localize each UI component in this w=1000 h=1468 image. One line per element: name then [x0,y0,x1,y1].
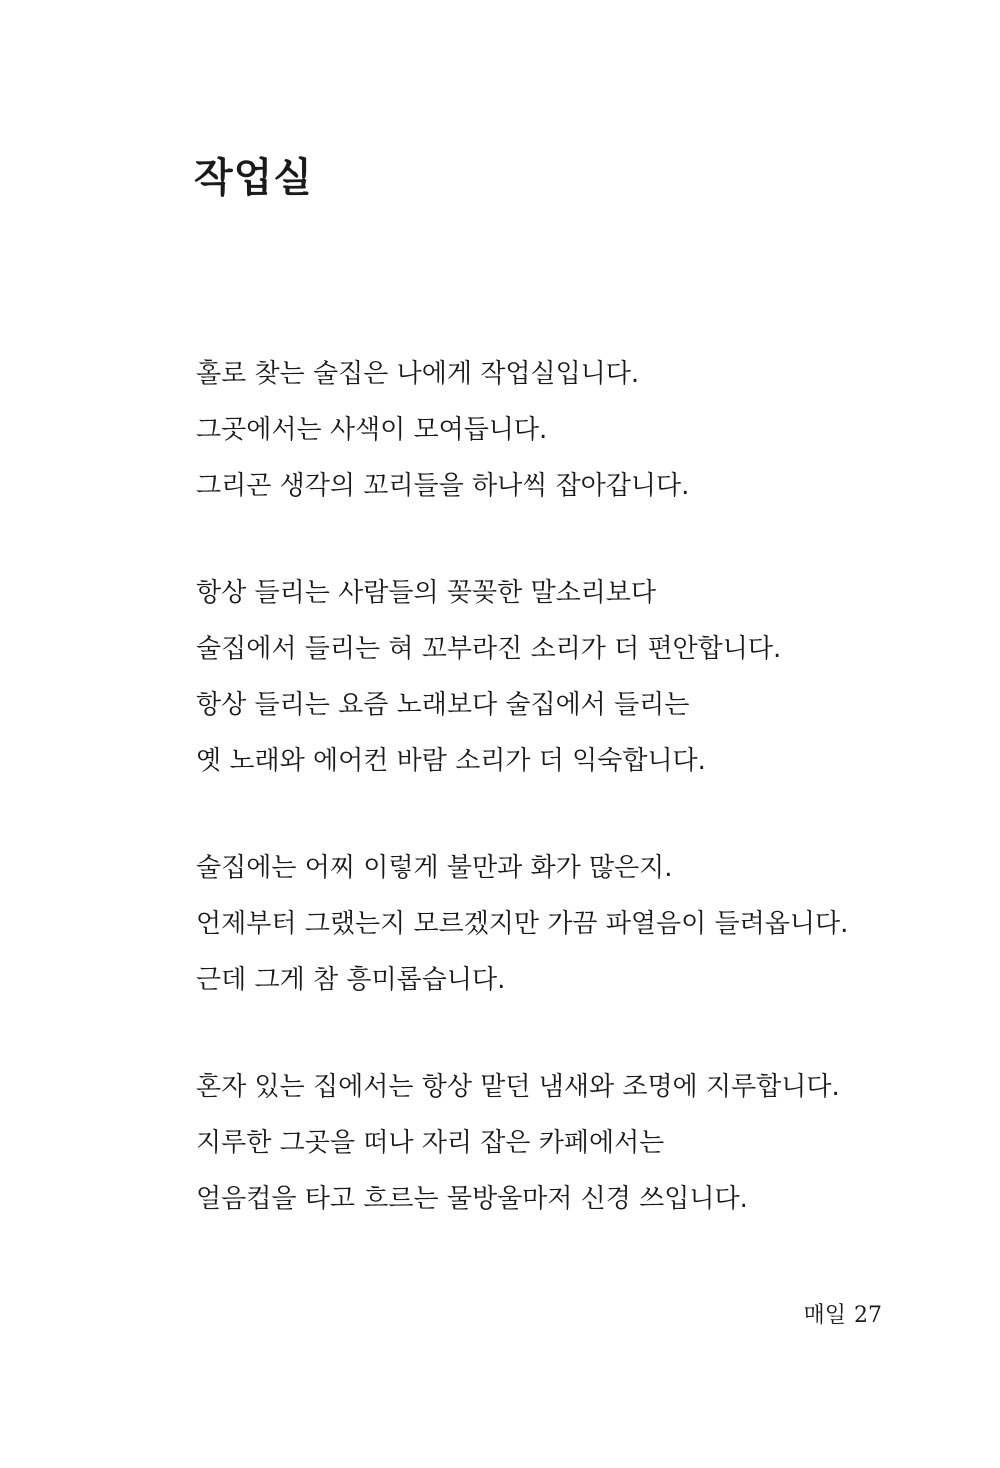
poem-line: 언제부터 그랬는지 모르겠지만 가끔 파열음이 들려옵니다. [196,909,849,939]
poem-line: 그곳에서는 사색이 모여듭니다. [196,415,548,445]
stanza-gap [196,789,916,840]
stanza-2 [196,565,916,789]
poem-line: 혼자 있는 집에서는 항상 맡던 냄새와 조명에 지루합니다. [196,1072,840,1102]
stanza-gap [196,514,916,565]
poem-line: 술집에서 들리는 혀 꼬부라진 소리가 더 편안합니다. [196,634,782,664]
stanza-4 [196,1059,916,1227]
stanza-gap [196,1008,916,1059]
poem-line: 옛 노래와 에어컨 바람 소리가 더 익숙합니다. [196,746,706,776]
running-book-title: 매일 [803,1303,846,1328]
poem-body [196,346,916,1227]
page-title: 작업실 [194,155,313,201]
stanza-3 [196,840,916,1008]
poem-line: 근데 그게 참 흥미롭습니다. [196,965,506,995]
poem-line: 술집에는 어찌 이렇게 불만과 화가 많은지. [196,853,673,883]
poem-line: 항상 들리는 요즘 노래보다 술집에서 들리는 [196,690,690,720]
poem-line: 항상 들리는 사람들의 꽂꽂한 말소리보다 [196,578,657,608]
stanza-1 [196,346,916,514]
poem-line: 얼음컵을 타고 흐르는 물방울마저 신경 쓰입니다. [196,1184,748,1214]
page-number: 27 [854,1303,882,1328]
page-footer [803,1296,882,1336]
poem-line: 그리곤 생각의 꼬리들을 하나씩 잡아갑니다. [196,471,690,501]
poem-line: 홀로 찾는 술집은 나에게 작업실입니다. [196,359,640,389]
poem-line: 지루한 그곳을 떠나 자리 잡은 카페에서는 [196,1128,665,1158]
